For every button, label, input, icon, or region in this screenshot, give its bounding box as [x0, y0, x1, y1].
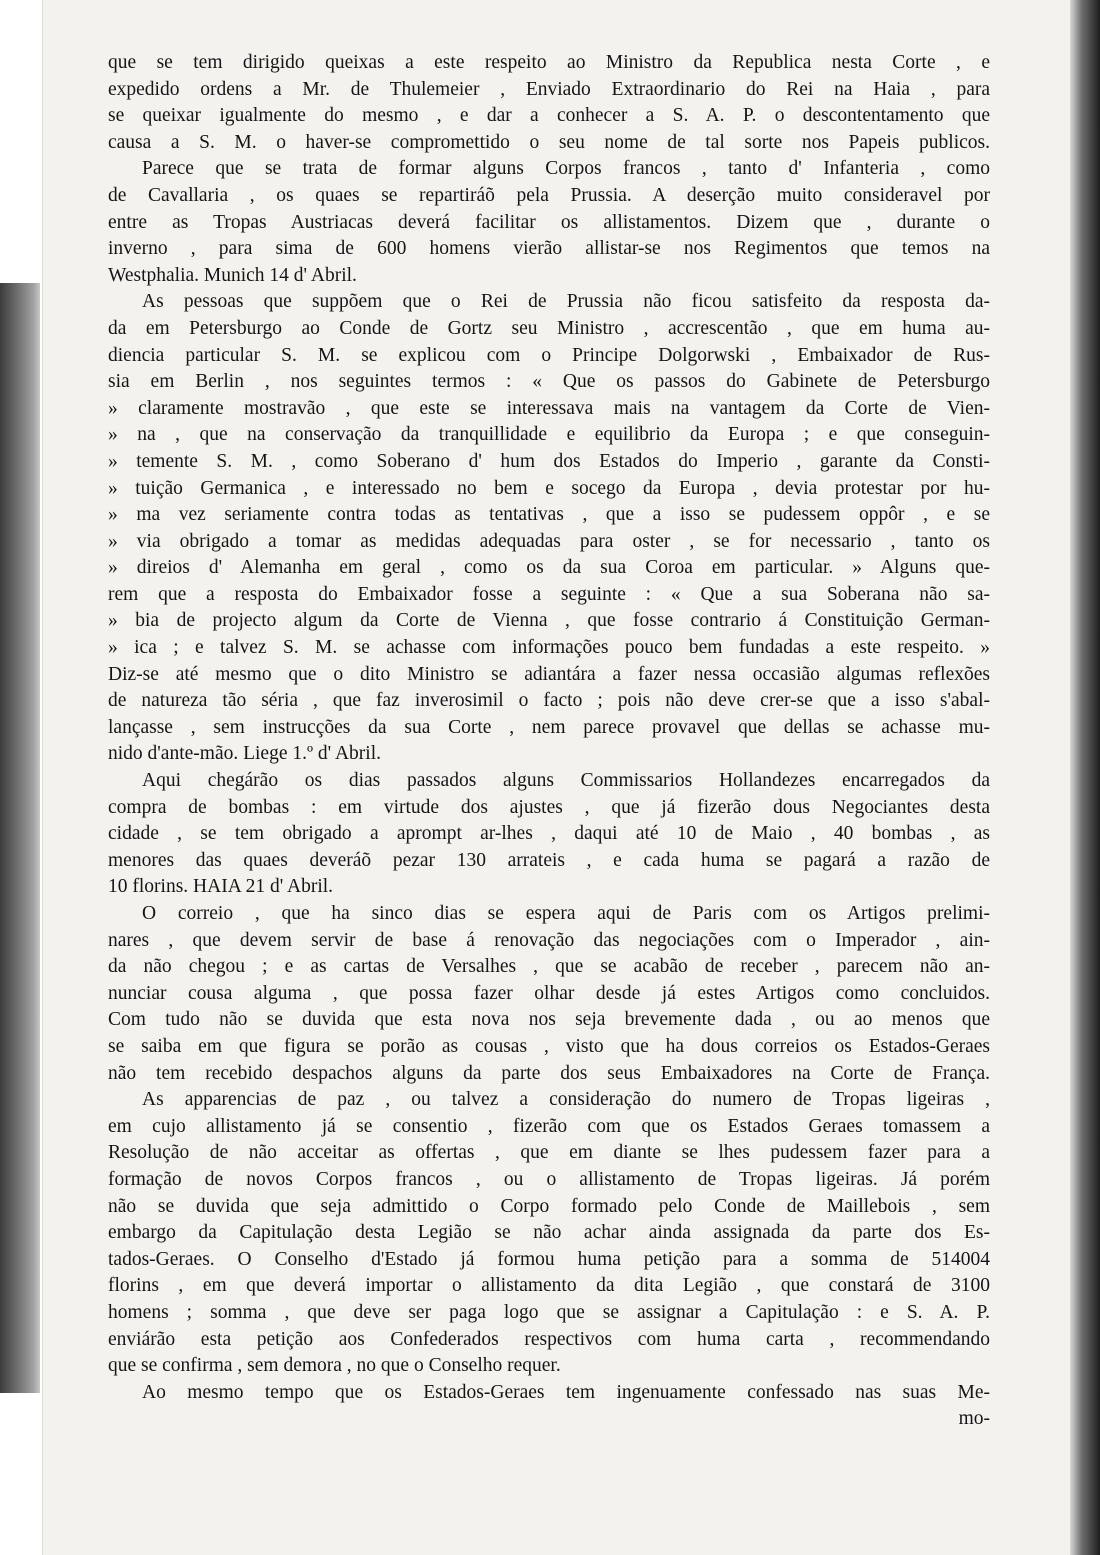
text-line: » claramente mostravão , que este se interessava mais na vantagem da Corte de Vien- — [108, 397, 990, 419]
dateline-liege: nido d'ante-mão. Liege 1.º d' Abril. — [108, 743, 382, 765]
text-line: lançasse , sem instrucções da sua Corte , nem parece provavel que dellas se achasse mu- — [108, 716, 990, 738]
text-line: não tem recebido despachos alguns da parte dos seus Embaixadores na Corte de França. — [108, 1062, 990, 1084]
text-line: da em Petersburgo ao Conde de Gortz seu Ministro , accrescentão , que em huma au- — [108, 317, 990, 339]
text-line: tados-Geraes. O Conselho d'Estado já formou huma petição para a somma de 514004 — [108, 1248, 990, 1270]
text-line: enviárão esta petição aos Confederados respectivos com huma carta , recommendando — [108, 1328, 990, 1350]
text-line: que se confirma , sem demora , no que o Conselho requer. — [108, 1355, 561, 1377]
newspaper-page — [108, 50, 990, 1433]
text-line: da não chegou ; e as cartas de Versalhes , que se acabão de receber , parecem não an- — [108, 956, 990, 978]
paragraph-estados-geraes — [108, 1380, 990, 1407]
text-line: entre as Tropas Austriacas deverá facilitar os allistamentos. Dizem que , durante o — [108, 211, 990, 233]
text-line: Ao mesmo tempo que os Estados-Geraes tem ingenuamente confessado nas suas Me- — [142, 1381, 990, 1403]
text-line: embargo da Capitulação desta Legião se não achar ainda assignada da parte dos Es- — [108, 1222, 990, 1244]
text-line: rem que a resposta do Embaixador fosse a seguinte : « Que a sua Soberana não sa- — [108, 583, 990, 605]
text-line: expedido ordens a Mr. de Thulemeier , Enviado Extraordinario do Rei na Haia , para — [108, 78, 990, 100]
text-line: de natureza tão séria , que faz inverosimil o facto ; pois não deve crer-se que a isso s'abal- — [108, 690, 990, 712]
text-line: se saiba em que figura se porão as cousas , visto que ha dous correios os Estados-Geraes — [108, 1035, 990, 1057]
text-line: » na , que na conservação da tranquillidade e equilibrio da Europa ; e que conseguin- — [108, 424, 990, 446]
paragraph-munich-resposta — [108, 289, 990, 768]
text-line: formação de novos Corpos francos , ou o allistamento de Tropas ligeiras. Já porém — [108, 1168, 990, 1190]
text-line: florins , em que deverá importar o allistamento da dita Legião , que constará de 3100 — [108, 1275, 990, 1297]
dateline-munich: Westphalia. Munich 14 d' Abril. — [108, 264, 357, 286]
text-line: » temente S. M. , como Soberano d' hum dos Estados do Imperio , garante da Consti- — [108, 450, 990, 472]
text-line: homens ; somma , que deve ser paga logo que se assignar a Capitulação : e S. A. P. — [108, 1301, 990, 1323]
text-line: nares , que devem servir de base á renovação das negociações com o Imperador , ain- — [108, 929, 990, 951]
paragraph-apparencias-de-paz — [108, 1087, 990, 1380]
text-line: em cujo allistamento já se consentio , fizerão com que os Estados Geraes tomassem a — [108, 1115, 990, 1137]
text-line: As pessoas que suppõem que o Rei de Prussia não ficou satisfeito da resposta da- — [142, 291, 990, 313]
scan-binding-shadow — [0, 283, 40, 1393]
dateline-haia: 10 florins. HAIA 21 d' Abril. — [108, 876, 334, 898]
text-line: não se duvida que seja admittido o Corpo formado pelo Conde de Maillebois , sem — [108, 1195, 990, 1217]
text-line: » tuição Germanica , e interessado no bem e socego da Europa , devia protestar por hu- — [108, 477, 990, 499]
text-line: se queixar igualmente do mesmo , e dar a conhecer a S. A. P. o descontentamento que — [108, 105, 990, 127]
text-line: » ma vez seriamente contra todas as tentativas , que a isso se pudessem oppôr , e se — [108, 504, 990, 526]
text-line: As apparencias de paz , ou talvez a consideração do numero de Tropas ligeiras , — [142, 1089, 990, 1111]
text-line: » via obrigado a tomar as medidas adequadas para oster , se for necessario , tanto os — [108, 530, 990, 552]
text-line: diencia particular S. M. se explicou com o Principe Dolgorwski , Embaixador de Rus- — [108, 344, 990, 366]
paragraph-haia-correio — [108, 901, 990, 1087]
catchword: mo- — [958, 1408, 990, 1430]
text-line: cidade , se tem obrigado a aprompt ar-lhes , daqui até 10 de Maio , 40 bombas , as — [108, 823, 990, 845]
text-line: Resolução de não acceitar as offertas , que em diante se lhes pudessem fazer para a — [108, 1142, 990, 1164]
paragraph-haia-letter-continued — [108, 50, 990, 156]
text-line: Parece que se trata de formar alguns Corpos francos , tanto d' Infanteria , como — [142, 158, 990, 180]
text-line: nunciar cousa alguma , que possa fazer olhar desde já estes Artigos como concluidos. — [108, 982, 990, 1004]
text-line: causa a S. M. o haver-se compromettido o seu nome de tal sorte nos Papeis publicos. — [108, 131, 990, 153]
text-line: inverno , para sima de 600 homens vierão allistar-se nos Regimentos que temos na — [108, 238, 990, 260]
text-line: Diz-se até mesmo que o dito Ministro se adiantára a fazer nessa occasião algumas reflexões — [108, 663, 990, 685]
text-line: » bia de projecto algum da Corte de Vienna , que fosse contrario á Constituição German- — [108, 610, 990, 632]
paragraph-corpos-francos — [108, 156, 990, 289]
text-line: O correio , que ha sinco dias se espera aqui de Paris com os Artigos prelimi- — [142, 903, 990, 924]
text-line: de Cavallaria , os quaes se repartiráõ pela Prussia. A deserção muito consideravel por — [108, 184, 990, 206]
text-line: menores das quaes deveráõ pezar 130 arrateis , e cada huma se pagará a razão de — [108, 849, 990, 871]
scan-left-margin — [0, 0, 43, 1555]
paragraph-liege-bombas — [108, 768, 990, 901]
scan-right-edge — [1070, 0, 1100, 1555]
text-line: » ica ; e talvez S. M. se achasse com informações pouco bem fundadas a este respeito. » — [108, 637, 990, 659]
text-line: que se tem dirigido queixas a este respeito ao Ministro da Republica nesta Corte , e — [108, 52, 990, 73]
text-line: Com tudo não se duvida que esta nova nos seja brevemente dada , ou ao menos que — [108, 1009, 990, 1031]
text-line: compra de bombas : em virtude dos ajustes , que já fizerão dous Negociantes desta — [108, 796, 990, 818]
text-line: sia em Berlin , nos seguintes termos : « Que os passos do Gabinete de Petersburgo — [108, 371, 990, 393]
text-line: » direios d' Alemanha em geral , como os da sua Coroa em particular. » Alguns que- — [108, 557, 990, 579]
text-line: Aqui chegárão os dias passados alguns Commissarios Hollandezes encarregados da — [142, 770, 990, 792]
